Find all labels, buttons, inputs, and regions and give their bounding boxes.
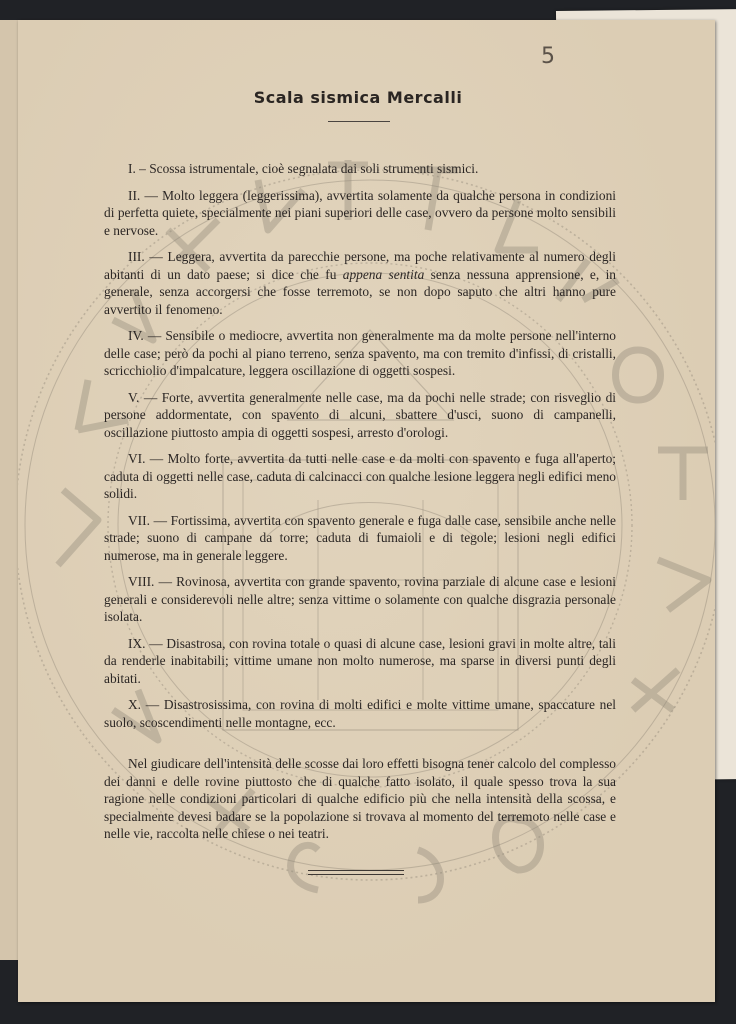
scale-degree-3: III. — Leggera, avvertita da parecchie persone, ma poche relativamente al numero degli abitanti di un dato paese; si dice che fu appena sentita senza nessuna apprensione, e, in generale, senza accorgersi che fosse terremoto, se non dopo saputo che altri hanno pure avvertito il fenomeno.	[104, 249, 617, 317]
degree-description: Molto forte, avvertita da tutti nelle case e da molti con spavento e fuga all'aperto; caduta di oggetti nelle case, caduta di calcinacci con qualche lesione leggera negli edifici meno solidi.	[104, 451, 616, 501]
degree-description-italic: appena sentita	[342, 266, 425, 282]
degree-description: Scossa istrumentale, cioè segnalata dai soli strumenti sismici.	[149, 161, 479, 176]
degree-description: Forte, avvertita generalmente nelle case, ma da pochi nelle strade; con risveglio di persone addormentate, con spavento di alcuni, sbattere d'usci, suono di campanelli, oscillazione piuttosto ampia di oggetti sospesi, arresto d'orologi.	[104, 389, 617, 440]
degree-numeral: I.	[128, 161, 136, 176]
degree-description: Sensibile o mediocre, avvertita non generalmente ma da molte persone nell'interno delle case; però da pochi al piano terreno, senza spavento, ma con tremito d'infissi, di cristalli, scricchiolio d'impalcature, leggera oscillazione di oggetti sospesi.	[104, 328, 616, 378]
scale-degree-7: VII. — Fortissima, avvertita con spavento generale e fuga dalle case, sensibile anche nelle strade; suono di campane da torre; caduta di fumaioli e di tegole; lesioni negli edifici numerose, ma in generale leggere.	[104, 512, 616, 563]
document-page	[18, 20, 715, 1002]
scale-degree-9: IX. — Disastrosa, con rovina totale o quasi di alcune case, lesioni gravi in molte altre, tali da renderle inabitabili; vittime umane non molto numerose, ma sparse in diversi punti degli abitati.	[104, 635, 616, 686]
scale-degree-2: II. — Molto leggera (leggerissima), avvertita solamente da qualche persona in condizioni di perfetta quiete, specialmente nei piani superiori delle case, ovvero da persone molto sensibili e nervose.	[104, 187, 617, 238]
degree-numeral: V.	[128, 389, 140, 405]
degree-numeral: X.	[128, 697, 142, 712]
degree-numeral: VII.	[128, 512, 150, 528]
page-title: Scala sismica Mercalli	[253, 88, 463, 107]
scale-degree-8: VIII. — Rovinosa, avvertita con grande spavento, rovina parziale di alcune case e lesioni generali e considerevoli nelle altre; senza vittime o solamente con qualche disgrazia personale isolata.	[104, 574, 616, 624]
degree-numeral: IX.	[128, 635, 146, 651]
degree-numeral: VI.	[128, 451, 146, 466]
title-rule	[328, 121, 390, 122]
closing-note: Nel giudicare dell'intensità delle scosse dai loro effetti bisogna tener calcolo del complesso dei danni e delle rovine piuttosto che di qualche fatto isolato, il quale spesso trova la sua ragione nelle condizioni particolari di qualche edificio più che nella intensità della scossa, e specialmente devesi badare se la popolazione si trovava al momento del terremoto nelle case e nelle vie, raccolta nelle chiese o nei teatri.	[104, 756, 616, 841]
scale-list	[104, 160, 616, 852]
scale-degree-1: I. – Scossa istrumentale, cioè segnalata dai soli strumenti sismici.	[128, 161, 479, 176]
degree-description: Fortissima, avvertita con spavento generale e fuga dalle case, sensibile anche nelle strade; suono di campane da torre; caduta di fumaioli e di tegole; lesioni negli edifici numerose, ma in generale leggere.	[104, 512, 616, 563]
closing-double-rule	[308, 870, 404, 875]
degree-description: Disastrosissima, con rovina di molti edifici e molte vittime umane, spaccature nel suolo, scoscendimenti nelle montagne, ecc.	[104, 697, 616, 730]
degree-numeral: II.	[128, 187, 141, 203]
degree-description: Disastrosa, con rovina totale o quasi di alcune case, lesioni gravi in molte altre, tali da renderle inabitabili; vittime umane non molto numerose, ma sparse in diversi punti degli abitati.	[104, 635, 616, 686]
degree-numeral: VIII.	[128, 574, 155, 589]
page-number: 5	[541, 44, 555, 69]
degree-description: Leggera, avvertita da parecchie persone, ma poche relativamente al numero degli abitanti di un dato paese; si dice che fu	[104, 249, 617, 282]
degree-numeral: III.	[128, 249, 145, 264]
degree-numeral: IV.	[128, 328, 144, 343]
scale-degree-4: IV. — Sensibile o mediocre, avvertita non generalmente ma da molte persone nell'interno delle case; però da pochi al piano terreno, senza spavento, ma con tremito d'infissi, di cristalli, scricchiolio d'impalcature, leggera oscillazione di oggetti sospesi.	[104, 328, 616, 378]
scale-degree-10: X. — Disastrosissima, con rovina di molti edifici e molte vittime umane, spaccature nel suolo, scoscendimenti nelle montagne, ecc.	[104, 697, 616, 730]
degree-description: Rovinosa, avvertita con grande spavento, rovina parziale di alcune case e lesioni generali e considerevoli nelle altre; senza vittime o solamente con qualche disgrazia personale isolata.	[104, 574, 616, 624]
degree-description: Molto leggera (leggerissima), avvertita solamente da qualche persona in condizioni di perfetta quiete, specialmente nei piani superiori delle case, ovvero da persone molto sensibili e nervose.	[104, 187, 617, 238]
scale-degree-5: V. — Forte, avvertita generalmente nelle case, ma da pochi nelle strade; con risveglio di persone addormentate, con spavento di alcuni, sbattere d'usci, suono di campanelli, oscillazione piuttosto ampia di oggetti sospesi, arresto d'orologi.	[104, 389, 617, 440]
scale-degree-6: VI. — Molto forte, avvertita da tutti nelle case e da molti con spavento e fuga all'aperto; caduta di oggetti nelle case, caduta di calcinacci con qualche lesione leggera negli edifici meno solidi.	[104, 451, 616, 501]
degree-description: senza nessuna apprensione, e, in generale, senza accorgersi che fosse terremoto, se non dopo saputo che altri hanno pure avvertito il fenomeno.	[104, 266, 616, 317]
